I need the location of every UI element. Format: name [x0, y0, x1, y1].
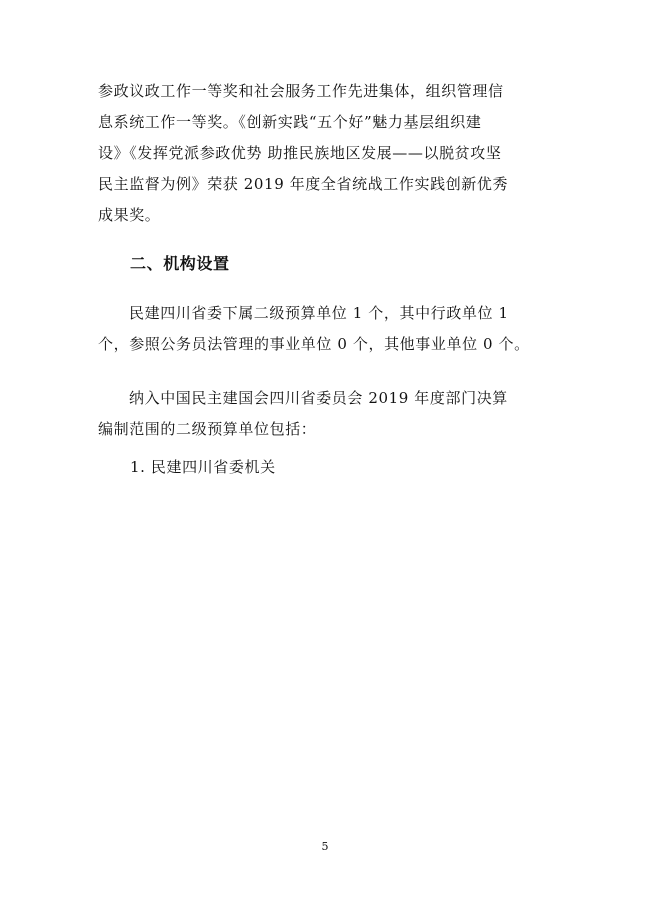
paragraph-line: 设》《发挥党派参政优势 助推民族地区发展——以脱贫攻坚	[98, 144, 502, 162]
paragraph-line: 编制范围的二级预算单位包括：	[98, 420, 317, 438]
paragraph-line: 参政议政工作一等奖和社会服务工作先进集体，组织管理信	[98, 82, 504, 100]
paragraph-line: 息系统工作一等奖。《创新实践“五个好”魅力基层组织建	[98, 113, 482, 131]
paragraph-units	[98, 298, 552, 360]
page-number: 5	[321, 840, 329, 853]
paragraph-line: 个，参照公务员法管理的事业单位 0 个，其他事业单位 0 个。	[98, 335, 530, 353]
paragraph-line: 民主监督为例》荣获 2019 年度全省统战工作实践创新优秀	[98, 175, 509, 193]
paragraph-line: 民建四川省委下属二级预算单位 1 个，其中行政单位 1	[129, 304, 509, 322]
paragraph-scope	[98, 383, 552, 445]
paragraph-line: 成果奖。	[98, 206, 161, 224]
paragraph-line: 纳入中国民主建国会四川省委员会 2019 年度部门决算	[129, 389, 508, 407]
paragraph-awards	[98, 76, 552, 231]
list-item: 1. 民建四川省委机关	[130, 458, 276, 476]
section-heading: 二、机构设置	[130, 254, 230, 273]
